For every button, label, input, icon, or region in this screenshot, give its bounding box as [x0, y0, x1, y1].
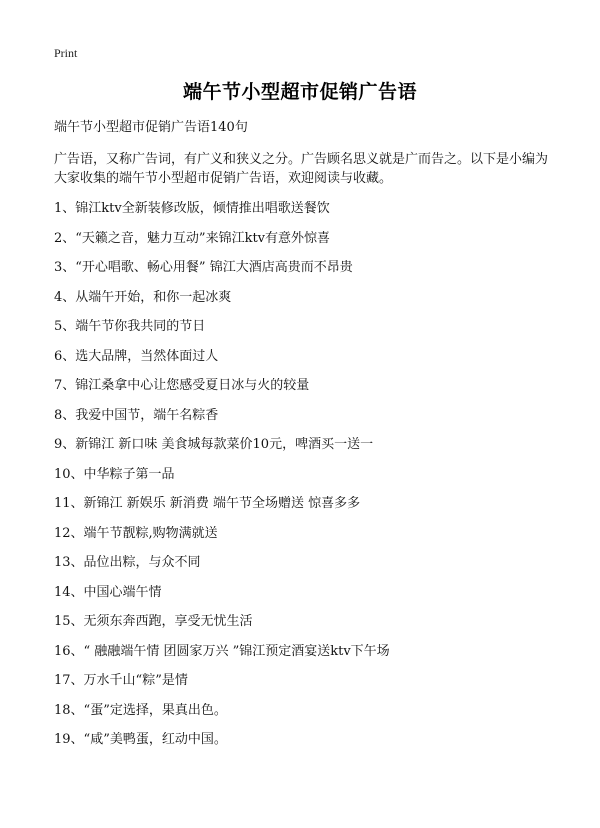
- list-item: 7、锦江桑拿中心让您感受夏日冰与火的较量: [54, 378, 310, 393]
- list-item: 18、“蛋”定选择，果真出色。: [54, 702, 227, 718]
- subtitle: 端午节小型超市促销广告语140句: [54, 120, 248, 135]
- list-item: 8、我爱中国节，端午名粽香: [54, 407, 219, 423]
- list-item: 19、“咸”美鸭蛋，红动中国。: [54, 732, 227, 747]
- list-item: 14、中国心端午情: [54, 584, 162, 600]
- list-item: 17、万水千山“粽”是情: [54, 673, 188, 688]
- list-item: 6、选大品牌，当然体面过人: [54, 348, 219, 364]
- list-item: 9、新锦江 新口味 美食城每款菜价10元，啤酒买一送一: [54, 437, 374, 452]
- list-item: 3、“开心唱歌、畅心用餐” 锦江大酒店高贵而不昂贵: [54, 260, 353, 275]
- slogan-list: [54, 201, 559, 762]
- intro-paragraph: 广告语，又称广告词，有广义和狭义之分。广告顾名思义就是广而告之。以下是小编为大家收集的端午节小型超市促销广告语，欢迎阅读与收藏。: [54, 152, 549, 186]
- list-item: 2、“天籁之音，魅力互动”来锦江ktv有意外惊喜: [54, 230, 331, 246]
- list-item: 11、新锦江 新娱乐 新消费 端午节全场赠送 惊喜多多: [54, 496, 361, 511]
- list-item: 16、“ 融融端午情 团圆家万兴 ”锦江预定酒宴送ktv下午场: [54, 643, 390, 659]
- list-item: 15、无须东奔西跑，享受无忧生活: [54, 614, 253, 629]
- list-item: 1、锦江ktv全新装修改版，倾情推出唱歌送餐饮: [54, 201, 330, 216]
- list-item: 5、端午节你我共同的节日: [54, 319, 206, 334]
- print-label: Print: [54, 46, 78, 60]
- list-item: 13、品位出粽，与众不同: [54, 555, 201, 570]
- list-item: 12、端午节靓粽,购物满就送: [54, 525, 218, 541]
- list-item: 4、从端午开始，和你一起冰爽: [54, 289, 232, 305]
- page-title: 端午节小型超市促销广告语: [182, 81, 417, 103]
- list-item: 10、中华粽子第一品: [54, 466, 175, 482]
